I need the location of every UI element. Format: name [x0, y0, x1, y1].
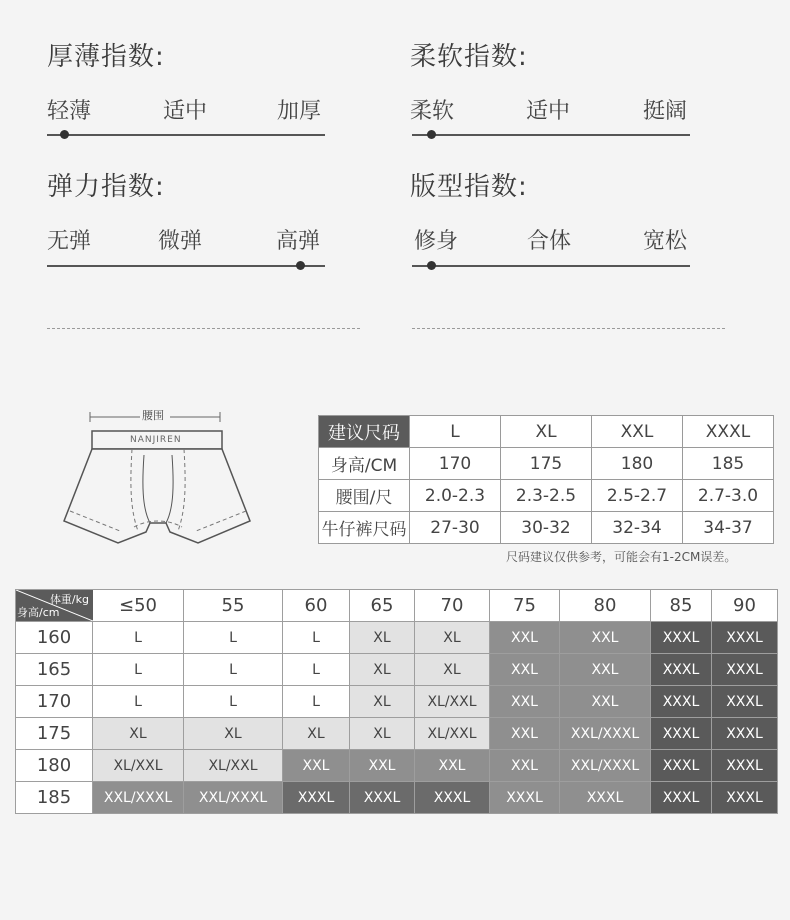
- fit-option-regular: 合体: [527, 229, 572, 254]
- table-row: [319, 512, 774, 544]
- size-cell: XXXL: [490, 782, 560, 814]
- size-cell: XL/XXL: [184, 750, 283, 782]
- matrix-row: [16, 718, 778, 750]
- height-header-cell: 175: [16, 718, 93, 750]
- elasticity-slider-track: [47, 265, 325, 267]
- size-cell: XL: [350, 654, 415, 686]
- table-cell: 27-30: [410, 512, 501, 544]
- softness-slider-track: [412, 134, 690, 136]
- table-cell: 175: [501, 448, 592, 480]
- size-cell: XXL: [283, 750, 350, 782]
- size-cell: XXL/XXXL: [560, 718, 651, 750]
- matrix-row: [16, 750, 778, 782]
- table-cell: 185: [683, 448, 774, 480]
- size-cell: XL/XXL: [415, 718, 490, 750]
- weight-header-cell: 90: [712, 590, 778, 622]
- height-header-cell: 165: [16, 654, 93, 686]
- size-cell: XXXL: [712, 718, 778, 750]
- matrix-corner: [16, 590, 93, 622]
- size-cell: XXL: [415, 750, 490, 782]
- weight-header-cell: 55: [184, 590, 283, 622]
- weight-axis-label: 体重/kg: [49, 593, 89, 606]
- size-table-corner: 建议尺码: [319, 416, 410, 448]
- size-cell: XXL: [350, 750, 415, 782]
- elasticity-option-high: 高弹: [276, 229, 321, 254]
- boxer-briefs-icon: [58, 403, 258, 555]
- thickness-option-medium: 适中: [163, 99, 208, 124]
- size-cell: XL: [184, 718, 283, 750]
- waist-row-label: 腰围/尺: [319, 480, 410, 512]
- size-cell: XL: [350, 622, 415, 654]
- size-cell: XXXL: [712, 622, 778, 654]
- softness-slider-marker: [427, 130, 436, 139]
- size-cell: XXXL: [415, 782, 490, 814]
- size-cell: XXXL: [651, 782, 712, 814]
- weight-header-cell: 65: [350, 590, 415, 622]
- size-cell: XXXL: [651, 654, 712, 686]
- table-cell: 34-37: [683, 512, 774, 544]
- fit-option-loose: 宽松: [643, 229, 688, 254]
- weight-header-cell: 60: [283, 590, 350, 622]
- size-cell: XXXL: [651, 750, 712, 782]
- height-header-cell: 180: [16, 750, 93, 782]
- fit-slider-marker: [427, 261, 436, 270]
- fit-option-slim: 修身: [414, 229, 459, 254]
- jeans-size-row-label: 牛仔裤尺码: [319, 512, 410, 544]
- size-cell: XXL: [560, 654, 651, 686]
- elasticity-slider-marker: [296, 261, 305, 270]
- softness-option-medium: 适中: [526, 99, 571, 124]
- size-cell: XL: [350, 718, 415, 750]
- size-cell: XXXL: [712, 686, 778, 718]
- softness-option-soft: 柔软: [410, 99, 455, 124]
- matrix-row: [16, 622, 778, 654]
- size-recommendation-table: [318, 415, 774, 544]
- thickness-option-thick: 加厚: [277, 99, 322, 124]
- size-cell: XL: [283, 718, 350, 750]
- size-header-cell: XXL: [592, 416, 683, 448]
- size-cell: L: [93, 686, 184, 718]
- size-cell: L: [283, 654, 350, 686]
- elasticity-option-slight: 微弹: [158, 229, 203, 254]
- size-cell: XXL: [490, 686, 560, 718]
- size-cell: XXXL: [651, 686, 712, 718]
- size-header-cell: L: [410, 416, 501, 448]
- size-cell: XXL/XXXL: [93, 782, 184, 814]
- size-cell: XL/XXL: [93, 750, 184, 782]
- matrix-header-row: [16, 590, 778, 622]
- size-disclaimer-note: 尺码建议仅供参考，可能会有1-2CM误差。: [506, 550, 737, 564]
- table-row: [319, 480, 774, 512]
- size-cell: L: [283, 622, 350, 654]
- size-cell: XXXL: [283, 782, 350, 814]
- softness-option-stiff: 挺阔: [643, 99, 688, 124]
- table-cell: 180: [592, 448, 683, 480]
- size-cell: L: [184, 686, 283, 718]
- size-cell: XXL/XXXL: [184, 782, 283, 814]
- fit-slider-track: [412, 265, 690, 267]
- dashed-divider-right: [412, 328, 725, 329]
- matrix-row: [16, 654, 778, 686]
- size-cell: XXXL: [560, 782, 651, 814]
- softness-index-title: 柔软指数:: [410, 42, 528, 72]
- size-cell: XL/XXL: [415, 686, 490, 718]
- size-cell: XXXL: [712, 654, 778, 686]
- size-cell: XXXL: [350, 782, 415, 814]
- table-cell: 2.7-3.0: [683, 480, 774, 512]
- size-cell: XXXL: [651, 622, 712, 654]
- size-cell: XXXL: [712, 782, 778, 814]
- underwear-illustration: [58, 403, 258, 555]
- size-header-cell: XL: [501, 416, 592, 448]
- waist-label: 腰围: [142, 409, 164, 422]
- size-cell: XL: [350, 686, 415, 718]
- size-cell: XXL: [560, 686, 651, 718]
- table-cell: 2.5-2.7: [592, 480, 683, 512]
- size-cell: L: [93, 622, 184, 654]
- size-cell: L: [283, 686, 350, 718]
- weight-header-cell: 85: [651, 590, 712, 622]
- table-row: [319, 416, 774, 448]
- size-cell: L: [184, 654, 283, 686]
- size-cell: XXL/XXXL: [560, 750, 651, 782]
- dashed-divider-left: [47, 328, 360, 329]
- size-cell: XXL: [490, 654, 560, 686]
- table-cell: 30-32: [501, 512, 592, 544]
- size-cell: XXL: [560, 622, 651, 654]
- weight-header-cell: 75: [490, 590, 560, 622]
- height-weight-size-matrix: [15, 589, 778, 814]
- size-cell: XXXL: [651, 718, 712, 750]
- thickness-option-thin: 轻薄: [47, 99, 92, 124]
- size-cell: XXL: [490, 622, 560, 654]
- size-header-cell: XXXL: [683, 416, 774, 448]
- matrix-row: [16, 686, 778, 718]
- weight-header-cell: ≤50: [93, 590, 184, 622]
- height-header-cell: 185: [16, 782, 93, 814]
- size-cell: XL: [93, 718, 184, 750]
- height-header-cell: 170: [16, 686, 93, 718]
- weight-header-cell: 70: [415, 590, 490, 622]
- table-cell: 170: [410, 448, 501, 480]
- size-cell: XXL: [490, 718, 560, 750]
- elasticity-option-none: 无弹: [47, 229, 92, 254]
- table-cell: 2.0-2.3: [410, 480, 501, 512]
- thickness-index-title: 厚薄指数:: [47, 42, 165, 72]
- fit-index-title: 版型指数:: [410, 172, 528, 202]
- height-axis-label: 身高/cm: [17, 606, 60, 619]
- height-row-label: 身高/CM: [319, 448, 410, 480]
- size-cell: XXL: [490, 750, 560, 782]
- elasticity-index-title: 弹力指数:: [47, 172, 165, 202]
- matrix-row: [16, 782, 778, 814]
- table-cell: 32-34: [592, 512, 683, 544]
- thickness-slider-marker: [60, 130, 69, 139]
- table-row: [319, 448, 774, 480]
- weight-header-cell: 80: [560, 590, 651, 622]
- height-header-cell: 160: [16, 622, 93, 654]
- thickness-slider-track: [47, 134, 325, 136]
- size-cell: XL: [415, 654, 490, 686]
- size-cell: L: [93, 654, 184, 686]
- brand-label: NANJIREN: [130, 435, 182, 445]
- table-cell: 2.3-2.5: [501, 480, 592, 512]
- size-cell: XL: [415, 622, 490, 654]
- size-cell: XXXL: [712, 750, 778, 782]
- size-cell: L: [184, 622, 283, 654]
